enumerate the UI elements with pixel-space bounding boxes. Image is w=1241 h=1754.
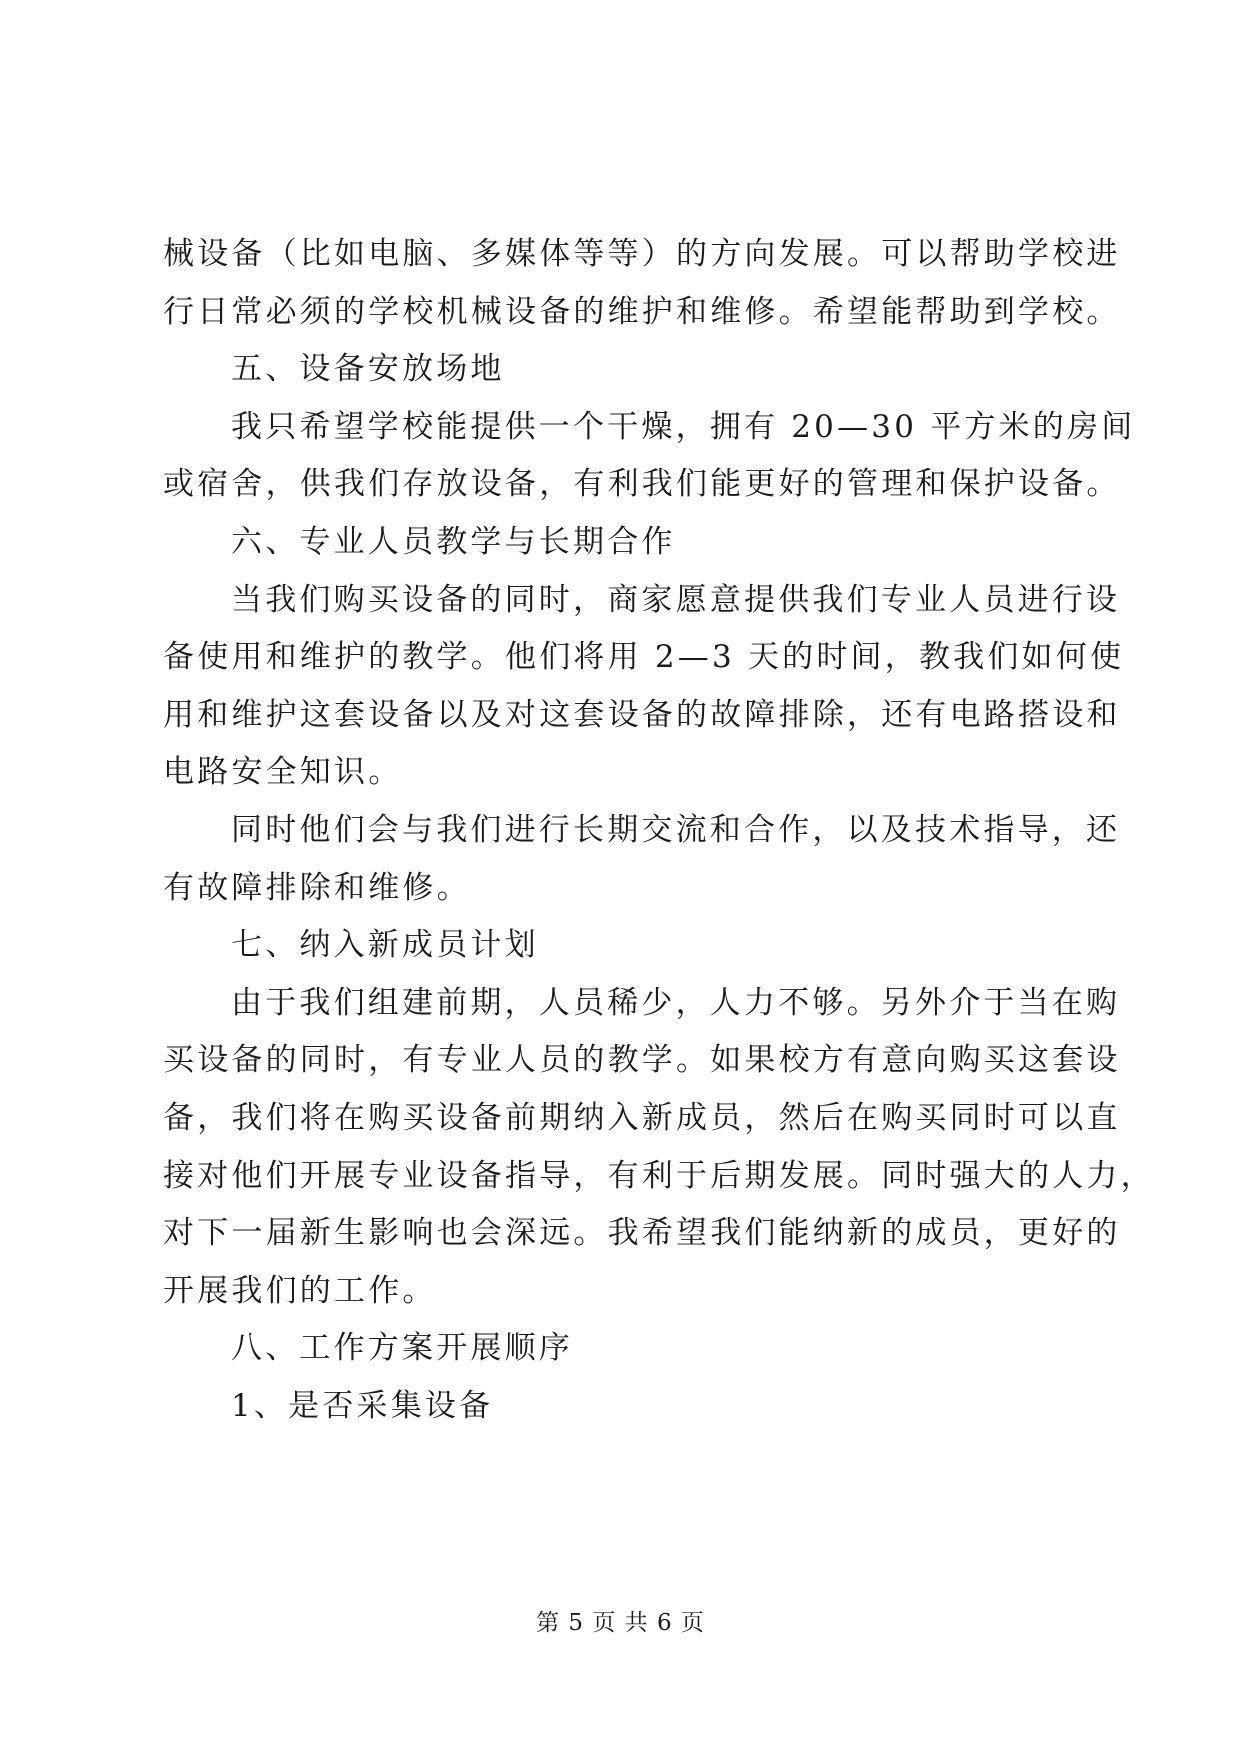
list-item: 1、是否采集设备	[231, 1387, 494, 1424]
paragraph-line: 备使用和维护的教学。他们将用 2—3 天的时间，教我们如何使	[163, 639, 1125, 676]
document-body	[163, 226, 1155, 1435]
paragraph-line: 用和维护这套设备以及对这套设备的故障排除，还有电路搭设和	[163, 696, 1121, 733]
paragraph-line: 械设备（比如电脑、多媒体等等）的方向发展。可以帮助学校进	[163, 236, 1121, 272]
section-heading-7: 七、纳入新成员计划	[231, 927, 539, 964]
section-heading-8: 八、工作方案开展顺序	[231, 1330, 573, 1367]
paragraph-line: 由于我们组建前期，人员稀少，人力不够。另外介于当在购	[231, 984, 1121, 1021]
paragraph-line: 接对他们开展专业设备指导，有利于后期发展。同时强大的人力，	[163, 1157, 1155, 1194]
paragraph-line: 电路安全知识。	[163, 754, 403, 791]
paragraph-line: 买设备的同时，有专业人员的教学。如果校方有意向购买这套设	[163, 1042, 1121, 1079]
paragraph-line: 行日常必须的学校机械设备的维护和维修。希望能帮助到学校。	[163, 293, 1121, 330]
paragraph-line: 我只希望学校能提供一个干燥，拥有 20—30 平方米的房间	[231, 408, 1136, 445]
paragraph-line: 备，我们将在购买设备前期纳入新成员，然后在购买同时可以直	[163, 1099, 1121, 1136]
paragraph-line: 开展我们的工作。	[163, 1272, 437, 1309]
section-heading-6: 六、专业人员教学与长期合作	[231, 523, 676, 560]
section-heading-5: 五、设备安放场地	[231, 351, 505, 388]
page-number-footer: 第 5 页 共 6 页	[536, 1610, 705, 1636]
paragraph-line: 有故障排除和维修。	[163, 869, 471, 906]
paragraph-line: 同时他们会与我们进行长期交流和合作，以及技术指导，还	[231, 811, 1121, 848]
paragraph-line: 对下一届新生影响也会深远。我希望我们能纳新的成员，更好的	[163, 1215, 1121, 1252]
paragraph-line: 或宿舍，供我们存放设备，有利我们能更好的管理和保护设备。	[163, 466, 1121, 503]
paragraph-line: 当我们购买设备的同时，商家愿意提供我们专业人员进行设	[231, 581, 1121, 618]
